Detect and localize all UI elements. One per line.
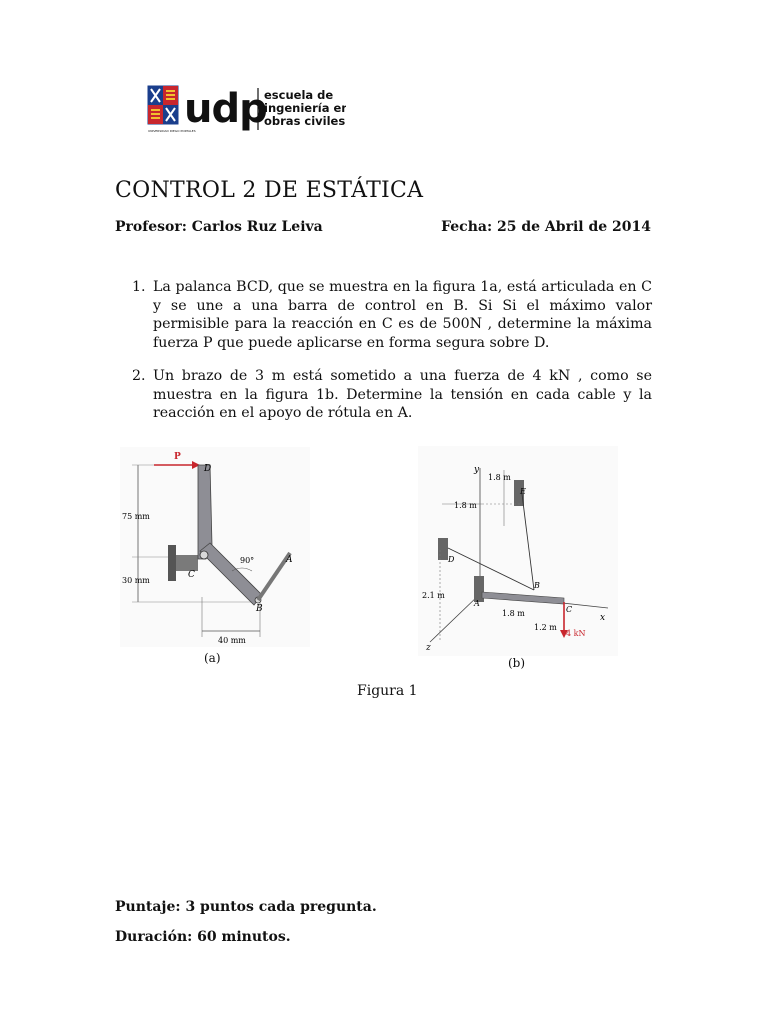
label-c: C: [188, 570, 195, 580]
question-text: Un brazo de 3 m está sometido a una fuerza de 4 kN , como se muestra en la figura 1b. Determine la tensión en cada cable y la reacción en el apoyo de rótula en A.: [153, 368, 652, 421]
label-dim-21: 2.1 m: [422, 591, 445, 600]
logo-university: UNIVERSIDAD DIEGO PORTALES: [148, 129, 196, 133]
label-c: C: [566, 605, 573, 614]
figure-b-caption: (b): [508, 656, 526, 670]
label-z: z: [426, 643, 431, 653]
label-p: P: [174, 452, 181, 462]
label-y: y: [474, 465, 480, 475]
page-title: CONTROL 2 DE ESTÁTICA: [115, 178, 424, 203]
logo-school-line-2: ingeniería en: [264, 101, 346, 115]
figure-a-caption: (a): [204, 651, 221, 665]
figure-a-lever: [120, 447, 310, 647]
score-line: Puntaje: 3 puntos cada pregunta.: [115, 899, 377, 915]
label-d: D: [448, 555, 455, 564]
label-d: D: [204, 464, 212, 474]
label-40mm: 40 mm: [218, 636, 246, 645]
label-75mm: 75 mm: [122, 512, 150, 521]
label-x: x: [600, 613, 606, 623]
label-dim-12: 1.2 m: [534, 623, 557, 632]
label-b: B: [534, 581, 540, 590]
figure-caption: Figura 1: [357, 683, 418, 699]
logo-school-line-3: obras civiles: [264, 114, 346, 128]
question-text: La palanca BCD, que se muestra en la figura 1a, está articulada en C y se une a una barra de control en B. Si Si el máximo valor permisible para la reacción en C es de 500N , determine la máxima fuerza P que puede aplicarse en forma segura sobre D.: [153, 279, 652, 351]
duration-line: Duración: 60 minutos.: [115, 929, 291, 945]
crest-icon: [148, 86, 178, 124]
label-b: B: [256, 604, 263, 614]
question-number: 2.: [132, 368, 146, 384]
label-force: 4 kN: [566, 629, 586, 638]
logo-school-line-1: escuela de: [264, 88, 334, 102]
date-line: Fecha: 25 de Abril de 2014: [441, 219, 651, 235]
logo-brand: udp: [184, 86, 267, 132]
label-e: E: [520, 487, 526, 496]
question-number: 1.: [132, 279, 146, 295]
support-bracket: [168, 545, 176, 581]
udp-logo: [146, 84, 346, 134]
question-item: [115, 367, 652, 423]
question-item: [115, 278, 652, 352]
label-dim-top: 1.8 m: [488, 473, 511, 482]
label-angle: 90°: [240, 556, 255, 565]
label-30mm: 30 mm: [122, 576, 150, 585]
professor-line: Profesor: Carlos Ruz Leiva: [115, 219, 323, 235]
label-dim-bottom: 1.8 m: [502, 609, 525, 618]
figure-b-boom: [418, 446, 618, 656]
label-dim-left: 1.8 m: [454, 501, 477, 510]
label-a: A: [474, 599, 480, 608]
label-a: A: [286, 555, 293, 565]
wall-plate-d: [438, 538, 448, 560]
